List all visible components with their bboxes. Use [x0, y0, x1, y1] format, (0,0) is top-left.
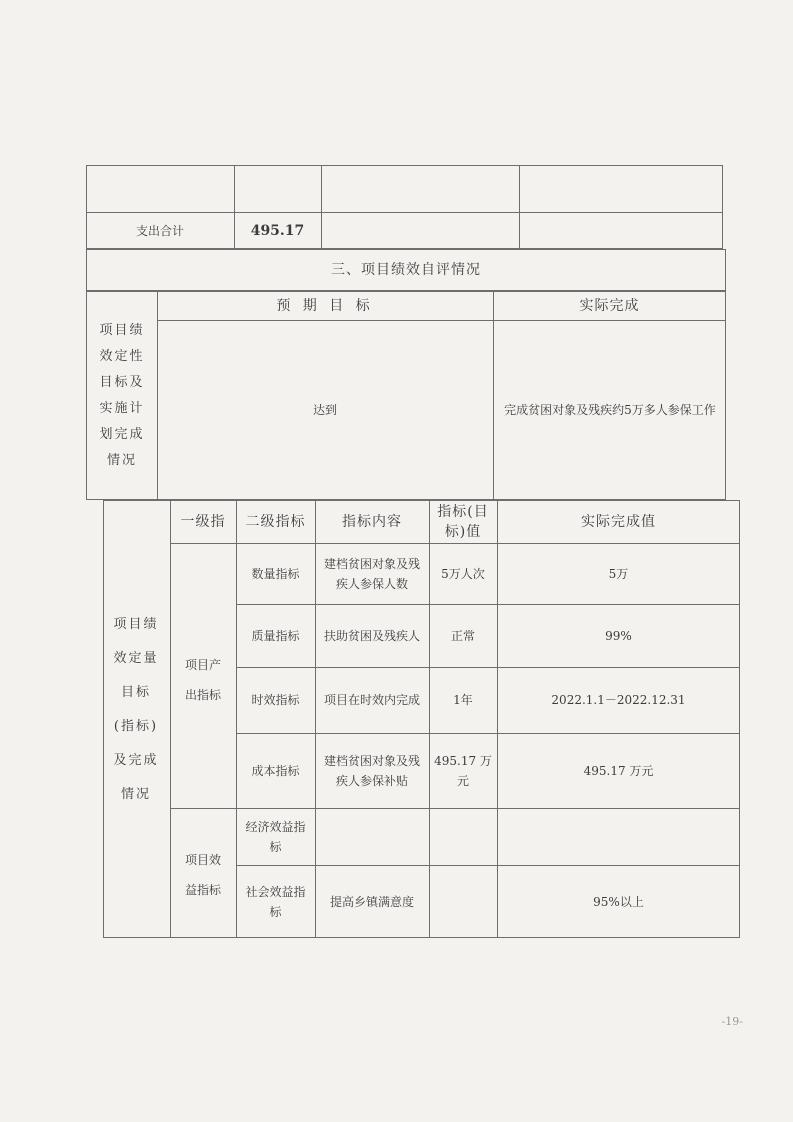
output-row-2-actual: 99% [605, 628, 632, 643]
header-level1: 一级指 [180, 513, 226, 530]
output-row-2-content: 扶助贫困及残疾人 [323, 628, 420, 643]
expense-total-label: 支出合计 [135, 224, 184, 238]
output-row-3-level2: 时效指标 [251, 693, 300, 707]
expense-total-value: 495.17 [250, 223, 305, 239]
benefit-row-1-target [429, 808, 497, 865]
output-row-1-level2: 数量指标 [251, 566, 300, 581]
output-row-3-content: 项目在时效内完成 [323, 693, 420, 707]
page-number: -19- [721, 1015, 743, 1028]
output-row-4-actual: 495.17 万元 [583, 763, 654, 778]
output-row-4-target: 495.17 万元 [434, 753, 492, 788]
output-row-3-target: 1年 [453, 693, 473, 707]
divider [321, 165, 322, 249]
benefit-row-2-target [429, 865, 497, 938]
section3-title: 三、项目绩效自评情况 [331, 262, 481, 278]
output-row-1-target: 5万人次 [441, 566, 485, 581]
output-row-1-content: 建档贫困对象及残疾人参保人数 [323, 556, 420, 591]
divider [170, 500, 171, 938]
divider [493, 291, 494, 500]
actual-completion-value: 完成贫困对象及残疾约5万多人参保工作 [504, 403, 716, 417]
quantitative-row-label: 项目绩效定量目标(指标)及完成情况 [113, 617, 159, 802]
output-row-1-actual: 5万 [608, 566, 629, 581]
benefit-row-2-actual: 95%以上 [593, 894, 644, 909]
qualitative-row-label: 项目绩效定性目标及实施计划完成情况 [99, 323, 145, 468]
benefit-row-2-content: 提高乡镇满意度 [329, 894, 414, 909]
benefit-row-1-level2: 经济效益指标 [245, 819, 306, 854]
output-row-2-level2: 质量指标 [251, 628, 300, 643]
output-row-3-actual: 2022.1.1－2022.12.31 [551, 693, 686, 707]
header-level2: 二级指标 [245, 513, 306, 530]
benefit-group-label: 项目效益指标 [184, 853, 221, 897]
header-actual: 实际完成值 [581, 513, 656, 530]
header-target: 指标(目标)值 [437, 503, 489, 540]
benefit-row-1-actual [497, 808, 740, 865]
benefit-row-2-level2: 社会效益指标 [245, 884, 306, 919]
expected-target-value: 达到 [312, 403, 337, 417]
output-row-4-level2: 成本指标 [251, 763, 300, 778]
output-row-4-content: 建档贫困对象及残疾人参保补贴 [323, 753, 420, 788]
actual-completion-header: 实际完成 [579, 297, 640, 314]
header-content: 指标内容 [342, 513, 402, 530]
benefit-row-1-content [315, 808, 429, 865]
output-group-label: 项目产出指标 [184, 658, 221, 702]
output-row-2-target: 正常 [450, 628, 475, 643]
expected-target-header: 预 期 目 标 [276, 297, 374, 314]
divider [519, 165, 520, 249]
